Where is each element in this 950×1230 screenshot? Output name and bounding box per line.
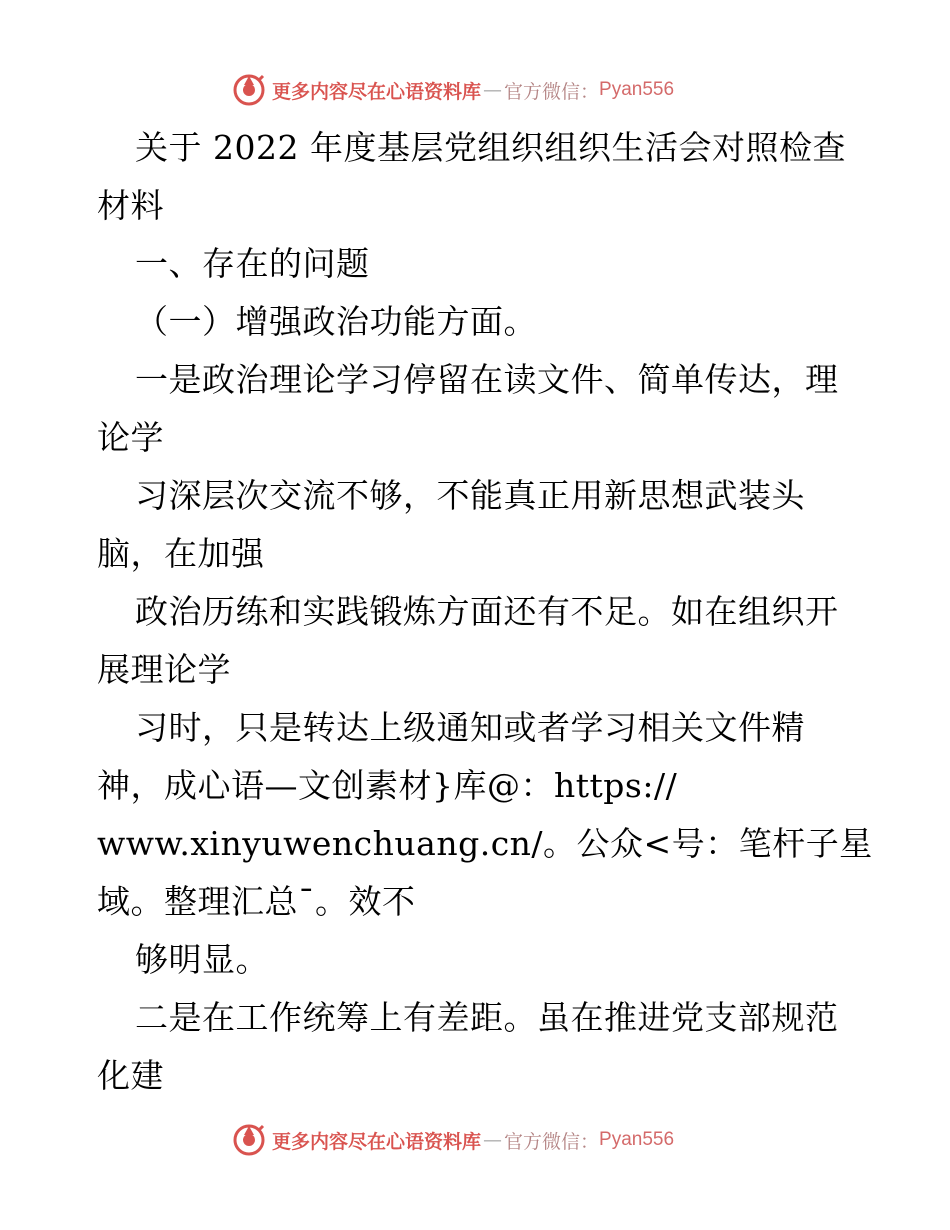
header-banner xyxy=(232,72,674,108)
paragraph-line: 脑，在加强 xyxy=(97,534,265,573)
footer-banner xyxy=(232,1122,674,1158)
paragraph-line: 论学 xyxy=(97,418,164,457)
section-heading: 一、存在的问题 xyxy=(135,244,370,283)
banner-official-label: 官方微信： xyxy=(504,80,600,103)
paragraph-line: www.xinyuwenchuang.cn/。公众<号：笔杆子星 xyxy=(97,824,873,863)
document-body xyxy=(97,119,873,1105)
paragraph-line: 够明显。 xyxy=(135,940,269,979)
paragraph-line: 习时，只是转达上级通知或者学习相关文件精 xyxy=(135,708,805,747)
banner-dash: — xyxy=(483,79,503,101)
banner-wechat-id: Pyan556 xyxy=(599,1129,675,1150)
paragraph-line: 神，成心语—文创素材}库@：https:// xyxy=(97,766,678,805)
banner-text: 更多内容尽在心语资料库 xyxy=(272,80,482,103)
paragraph-line: 二是在工作统筹上有差距。虽在推进党支部规范 xyxy=(135,998,839,1037)
paragraph-line: 一是政治理论学习停留在读文件、简单传达，理 xyxy=(135,360,839,399)
brand-logo-icon xyxy=(232,1123,266,1157)
paragraph-line: 域。整理汇总¯。效不 xyxy=(97,882,416,921)
paragraph-line: 政治历练和实践锻炼方面还有不足。如在组织开 xyxy=(135,592,839,631)
banner-wechat-id: Pyan556 xyxy=(599,79,675,100)
paragraph-line: 习深层次交流不够，不能真正用新思想武装头 xyxy=(135,476,805,515)
subsection-heading: （一）增强政治功能方面。 xyxy=(135,302,537,341)
paragraph-line: 化建 xyxy=(97,1056,164,1095)
doc-title-line-1: 关于 2022 年度基层党组织组织生活会对照检查 xyxy=(135,128,846,167)
banner-text: 更多内容尽在心语资料库 xyxy=(272,1130,482,1153)
banner-dash: — xyxy=(483,1129,503,1151)
brand-logo-icon xyxy=(232,73,266,107)
doc-title-line-2: 材料 xyxy=(97,186,164,225)
banner-official-label: 官方微信： xyxy=(504,1130,600,1153)
paragraph-line: 展理论学 xyxy=(97,650,231,689)
